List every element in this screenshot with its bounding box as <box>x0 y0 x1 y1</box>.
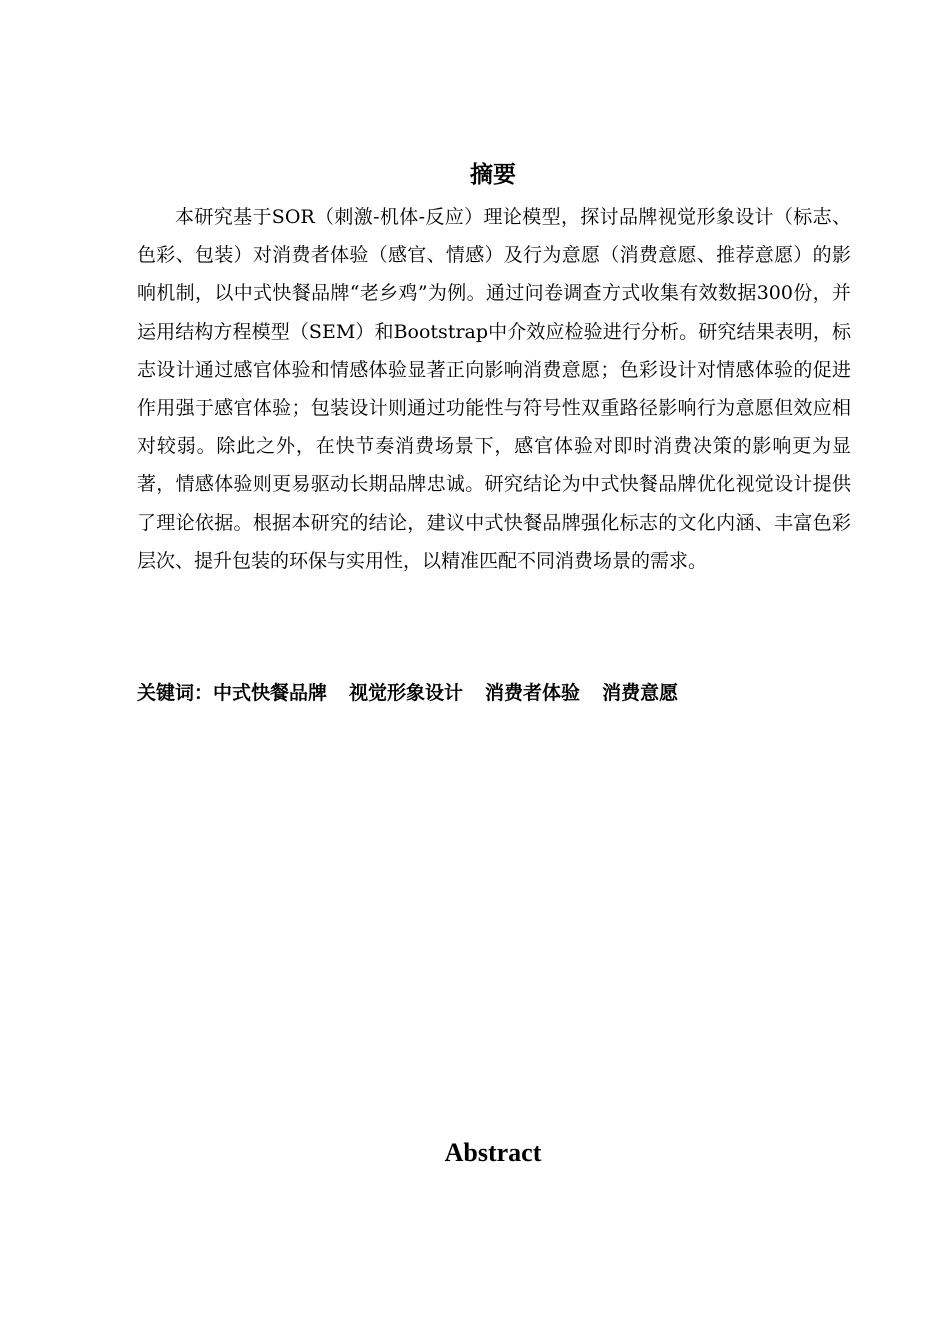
keywords-line <box>137 676 851 710</box>
keyword-item: 消费意愿 <box>602 682 679 704</box>
keyword-item: 视觉形象设计 <box>349 682 464 704</box>
abstract-en-title: Abstract <box>444 1138 542 1167</box>
keyword-item: 中式快餐品牌 <box>213 682 328 704</box>
abstract-paragraph: 本研究基于SOR（刺激-机体-反应）理论模型，探讨品牌视觉形象设计（标志、色彩、包装）对消费者体验（感官、情感）及行为意愿（消费意愿、推荐意愿）的影响机制，以中式快餐品牌“老乡鸡”为例。通过问卷调查方式收集有效数据300份，并运用结构方程模型（SEM）和Bootstrap中介效应检验进行分析。研究结果表明，标志设计通过感官体验和情感体验显著正向影响消费意愿；色彩设计对情感体验的促进作用强于感官体验；包装设计则通过功能性与符号性双重路径影响行为意愿但效应相对较弱。除此之外，在快节奏消费场景下，感官体验对即时消费决策的影响更为显著，情感体验则更易驱动长期品牌忠诚。研究结论为中式快餐品牌优化视觉设计提供了理论依据。根据本研究的结论，建议中式快餐品牌强化标志的文化内涵、丰富色彩层次、提升包装的环保与实用性，以精准匹配不同消费场景的需求。 <box>137 206 851 572</box>
keywords-label: 关键词： <box>137 682 214 704</box>
abstract-title: 摘要 <box>470 162 516 188</box>
keyword-item: 消费者体验 <box>485 682 581 704</box>
